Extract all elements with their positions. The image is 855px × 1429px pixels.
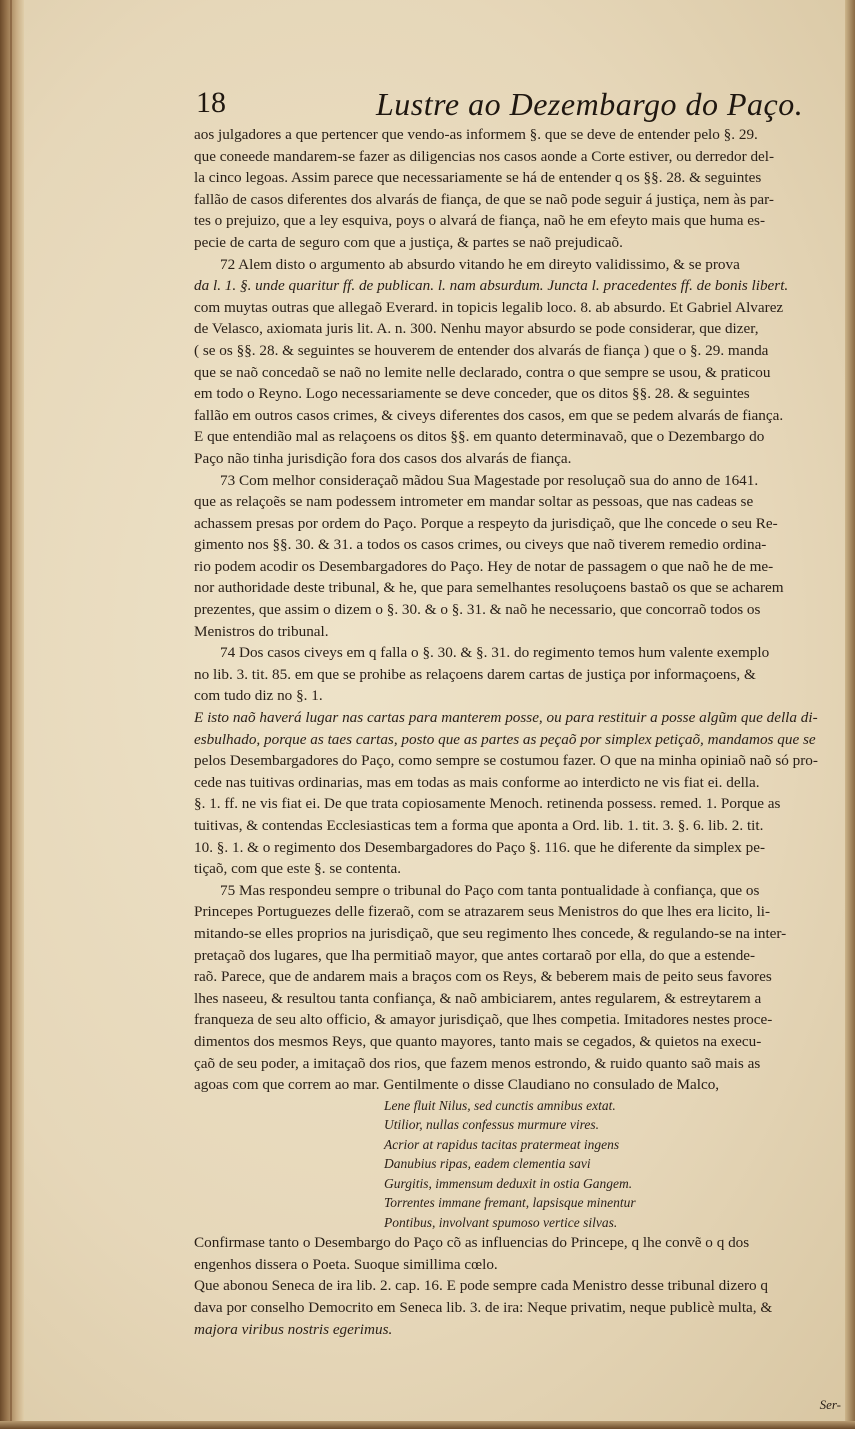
text-line: tes o prejuizo, que a ley esquiva, poys o alvará de fiança, naõ he em efeyto mais que huma es-	[194, 212, 766, 230]
text-line: lhes naseeu, & resultou tanta confiança, & naõ ambiciarem, antes regularem, & estreytarem a	[194, 989, 762, 1007]
page-number: 18	[196, 86, 226, 119]
text-line: fallão em outros casos crimes, & civeys diferentes dos casos, em que se pedem alvarás de fiança.	[194, 406, 784, 424]
text-line: cede nas tuitivas ordinarias, mas em todas as mais conforme ao interdicto ne vis fiat ei. della.	[194, 773, 760, 791]
text-line: Que abonou Seneca de ira lib. 2. cap. 16. E pode sempre cada Menistro desse tribunal dizero q	[194, 1277, 768, 1295]
page-edge-bottom	[0, 1421, 855, 1429]
text-line: da l. 1. §. unde quaritur ff. de publican. l. nam absurdum. Juncta l. pracedentes ff. de bonis libert.	[194, 277, 789, 295]
text-line: Confirmase tanto o Desembargo do Paço cõ as influencias do Princepe, q lhe convẽ o q dos	[194, 1234, 750, 1252]
verse-line: Pontibus, involvant spumoso vertice silvas.	[384, 1214, 618, 1230]
page-header	[196, 86, 836, 126]
text-line: E que entendião mal as relaçoens os ditos §§. em quanto determinavaõ, que o Dezembargo do	[194, 428, 765, 446]
text-line: aos julgadores a que pertencer que vendo-as informem §. que se deve de entender pelo §. 29.	[194, 126, 758, 143]
verse-line: Utilior, nullas confessus murmure vires.	[384, 1117, 599, 1133]
text-line: rio podem acodir os Desembargadores do Paço. Hey de notar de passagem o que naõ he de me-	[194, 557, 774, 575]
text-line: que as relaçoẽs se nam podessem intrometer em mandar soltar as pessoas, que nas cadeas se	[194, 493, 754, 511]
text-line: 75 Mas respondeu sempre o tribunal do Paço com tanta pontualidade à confiança, que os	[220, 881, 760, 899]
running-title: Lustre ao Dezembargo do Paço.	[376, 86, 804, 122]
text-line: tiçaõ, com que este §. se contenta.	[194, 860, 402, 878]
text-line: engenhos dissera o Poeta. Suoque simillima cœlo.	[194, 1255, 498, 1273]
text-line: la cinco legoas. Assim parece que necessariamente se há de entender q os §§. 28. & seguintes	[194, 169, 762, 187]
verse-line: Lene fluit Nilus, sed cunctis amnibus extat.	[384, 1097, 616, 1113]
verse-line: Acrior at rapidus tacitas pratermeat ingens	[384, 1136, 620, 1152]
text-line: E isto naõ haverá lugar nas cartas para manterem posse, ou para restituir a posse algũm que della di-	[194, 709, 818, 727]
text-line: pretaçaõ dos lugares, que lha permitiaõ mayor, que antes cortaraõ por ella, do que a estende-	[194, 946, 756, 964]
text-line: nor authoridade deste tribunal, & he, que para semelhantes resoluçoens bastaõ os que se acharem	[194, 579, 784, 597]
text-line: Princepes Portuguezes delle fizeraõ, com se atrazarem seus Menistros do que lhes era licito, li-	[194, 903, 771, 921]
page-body-text	[194, 124, 844, 1340]
text-line: 10. §. 1. & o regimento dos Desembargadores do Paço §. 116. que he diferente da simplex pe-	[194, 838, 766, 856]
text-line: em todo o Reyno. Logo necessariamente se deve conceder, que os ditos §§. 28. & seguintes	[194, 385, 750, 403]
text-line: com muytas outras que allegaõ Everard. in topicis legalib loco. 8. ab absurdo. Et Gabriel Alvarez	[194, 298, 784, 316]
verse-line: Torrentes immane fremant, lapsisque minentur	[384, 1195, 636, 1211]
text-line: 74 Dos casos civeys em q falla o §. 30. & §. 31. do regimento temos hum valente exemplo	[220, 644, 770, 662]
text-line: gimento nos §§. 30. & 31. a todos os casos crimes, ou civeys que naõ tiverem remedio ordina-	[194, 536, 767, 554]
text-line: fallão de casos diferentes dos alvarás de fiança, de que se naõ pode seguir á justiça, nem às par-	[194, 190, 774, 208]
verse-line: Danubius ripas, eadem clementia savi	[384, 1156, 591, 1172]
text-line: Paço não tinha jurisdição fora dos casos dos alvarás de fiança.	[194, 449, 572, 467]
text-line: Menistros do tribunal.	[194, 622, 329, 640]
text-line: prezentes, que assim o dizem o §. 30. & o §. 31. & naõ he necessario, que concorraõ todos os	[194, 601, 761, 619]
catchword: Ser-	[819, 1397, 841, 1412]
text-line: pecie de carta de seguro com que a justiça, & partes se naõ prejudicaõ.	[194, 233, 623, 251]
text-line: que coneede mandarem-se fazer as diligencias nos casos aonde a Corte estiver, ou derredor del-	[194, 147, 775, 165]
text-line: agoas com que correm ao mar. Gentilmente o disse Claudiano no consulado de Malco,	[194, 1076, 720, 1094]
text-line: achassem presas por ordem do Paço. Porque a respeyto da jurisdiçaõ, que lhe concede o seu Re-	[194, 514, 778, 532]
text-line: dimentos dos mesmos Reys, que quanto mayores, tanto mais se cegados, & quietos na execu-	[194, 1032, 762, 1050]
text-line: que se naõ concedaõ se naõ no lemite nelle declarado, contra o que sempre se usou, & praticou	[194, 363, 771, 381]
book-spine	[0, 0, 24, 1429]
page-edge-right	[845, 0, 855, 1429]
text-line: çaõ de seu poder, a imitaçaõ dos rios, que fazem menos estrondo, & ruido quanto saõ mais as	[194, 1054, 761, 1072]
text-line: dava por conselho Democrito em Seneca lib. 3. de ira: Neque privatim, neque publicè multa, &	[194, 1299, 773, 1316]
text-line: majora viribus nostris egerimus.	[194, 1320, 393, 1338]
text-line: ( se os §§. 28. & seguintes se houverem de entender dos alvarás de fiança ) que o §. 29. manda	[194, 341, 769, 359]
text-line: 72 Alem disto o argumento ab absurdo vitando he em direyto validissimo, & se prova	[220, 255, 740, 273]
verse-line: Gurgitis, immensum deduxit in ostia Gangem.	[384, 1175, 633, 1191]
text-line: mitando-se elles proprios na jurisdiçaõ, que seu regimento lhes concede, & regulando-se na inter-	[194, 924, 787, 942]
text-line: 73 Com melhor consideraçaõ mãdou Sua Magestade por resoluçaõ sua do anno de 1641.	[220, 471, 759, 489]
text-line: esbulhado, porque as taes cartas, posto que as partes as peçaõ por simplex petiçaõ, mandamos que se	[194, 730, 816, 748]
text-line: §. 1. ff. ne vis fiat ei. De que trata copiosamente Menoch. retinenda possess. remed. 1. Porque as	[194, 795, 781, 813]
text-line: raõ. Parece, que de andarem mais a braços com os Reys, & beberem mais de peito seus favores	[194, 968, 772, 986]
text-line: com tudo diz no §. 1.	[194, 687, 323, 705]
text-line: tuitivas, & contendas Ecclesiasticas tem a forma que aponta a Ord. lib. 1. tit. 3. §. 6. lib. 2. tit.	[194, 817, 764, 834]
text-line: pelos Desembargadores do Paço, como sempre se costumou fazer. O que na minha opiniaõ naõ só pro-	[194, 752, 818, 770]
text-line: franqueza de seu alto officio, & amayor jurisdiçaõ, que lhes competia. Imitadores nestes proce-	[194, 1011, 773, 1029]
text-line: de Velasco, axiomata juris lit. A. n. 300. Nenhu mayor absurdo se pode considerar, que dizer,	[194, 320, 759, 338]
text-line: no lib. 3. tit. 85. em que se prohibe as relaçoens darem cartas de justiça por informaçoens, &	[194, 665, 756, 683]
